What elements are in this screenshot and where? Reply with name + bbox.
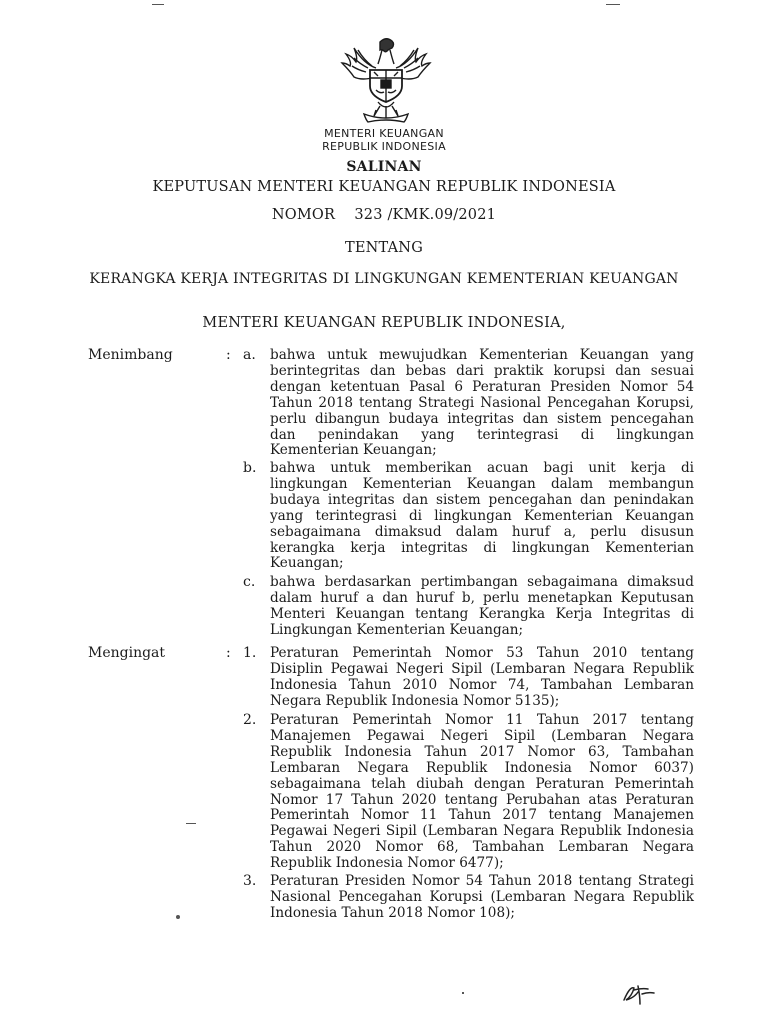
scan-speck [462, 992, 464, 994]
ministry-name-line2: REPUBLIK INDONESIA [322, 140, 446, 153]
about-label: TENTANG [345, 240, 423, 256]
issuer-line: MENTERI KEUANGAN REPUBLIK INDONESIA, [202, 315, 566, 331]
legal-basis-text-3: Peraturan Presiden Nomor 54 Tahun 2018 tentang Strategi Nasional Pencegahan Korupsi (Lembaran Negara Republik Indonesia Tahun 2018 Nomor 108); [270, 873, 694, 921]
legal-basis-marker-3: 3. [243, 873, 257, 889]
consideration-marker-a: a. [243, 347, 256, 363]
ministry-name-line1: MENTERI KEUANGAN [324, 127, 444, 140]
consideration-text-a: bahwa untuk mewujudkan Kementerian Keuangan yang berintegritas dan bebas dari praktik korupsi dan sesuai dengan ketentuan Pasal 6 Peraturan Presiden Nomor 54 Tahun 2018 tentang Strategi Nasional Pencegahan Korupsi, perlu dibangun budaya integritas dan sistem pencegahan dan penindakan yang terintegrasi di lingkungan Kementerian Keuangan; [270, 347, 694, 459]
mengingat-colon: : [226, 645, 231, 661]
consideration-marker-c: c. [243, 574, 256, 590]
signature-initials-icon [620, 978, 660, 1008]
consideration-text-c: bahwa berdasarkan pertimbangan sebagaimana dimaksud dalam huruf a dan huruf b, perlu menetapkan Keputusan Menteri Keuangan tentang Kerangka Kerja Integritas di Lingkungan Kementerian Keuangan; [270, 574, 694, 638]
consideration-text-b: bahwa untuk memberikan acuan bagi unit kerja di lingkungan Kementerian Keuangan dalam membangun budaya integritas dan sistem pencegahan dan penindakan yang terintegrasi di lingkungan Kementerian Keuangan sebagaimana dimaksud dalam huruf a, perlu disusun kerangka kerja integritas di lingkungan Kementerian Keuangan; [270, 460, 694, 572]
menimbang-colon: : [226, 347, 231, 363]
legal-basis-text-2: Peraturan Pemerintah Nomor 11 Tahun 2017 tentang Manajemen Pegawai Negeri Sipil (Lembaran Negara Republik Indonesia Tahun 2017 Nomor 63, Tambahan Lembaran Negara Republik Indonesia Nomor 6037) sebagaimana telah diubah dengan Peraturan Pemerintah Nomor 17 Tahun 2020 tentang Perubahan atas Peraturan Pemerintah Nomor 11 Tahun 2017 tentang Manajemen Pegawai Negeri Sipil (Lembaran Negara Republik Indonesia Tahun 2020 Nomor 68, Tambahan Lembaran Negara Republik Indonesia Nomor 6477); [270, 712, 694, 872]
scan-speck [606, 4, 620, 5]
decree-title: KEPUTUSAN MENTERI KEUANGAN REPUBLIK INDONESIA [152, 179, 616, 195]
legal-basis-marker-2: 2. [243, 712, 257, 728]
scan-speck [176, 915, 180, 919]
legal-basis-marker-1: 1. [243, 645, 257, 661]
decree-subject: KERANGKA KERJA INTEGRITAS DI LINGKUNGAN KEMENTERIAN KEUANGAN [89, 271, 679, 287]
consideration-marker-b: b. [243, 460, 257, 476]
decree-number: NOMOR 323 /KMK.09/2021 [271, 207, 497, 223]
legal-basis-text-1: Peraturan Pemerintah Nomor 53 Tahun 2010 tentang Disiplin Pegawai Negeri Sipil (Lembaran Negara Republik Indonesia Tahun 2010 Nomor 74, Tambahan Lembaran Negara Republik Indonesia Nomor 5135); [270, 645, 694, 709]
scan-speck [186, 823, 196, 824]
garuda-emblem-icon [336, 30, 436, 130]
mengingat-label: Mengingat [88, 645, 166, 661]
copy-label: SALINAN [346, 159, 422, 175]
menimbang-label: Menimbang [88, 347, 173, 363]
scan-speck [152, 4, 164, 5]
